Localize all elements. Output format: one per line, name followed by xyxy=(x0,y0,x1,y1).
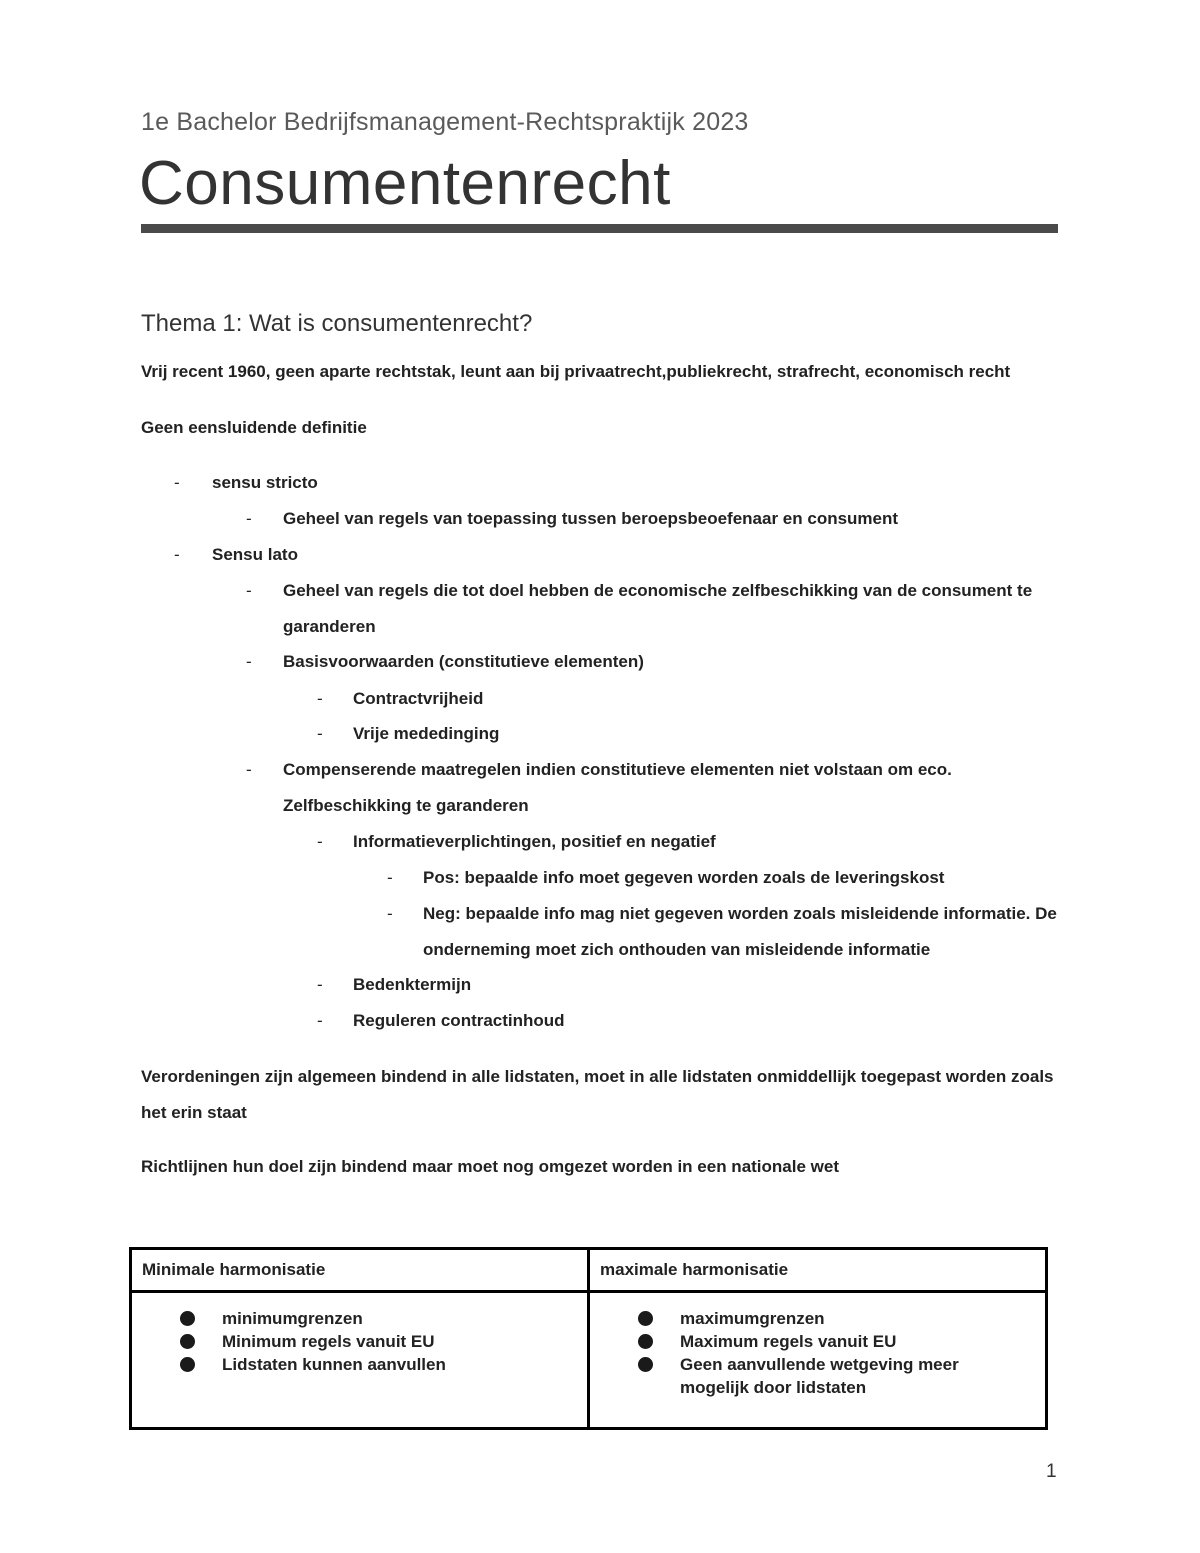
table-header-cell-maximal: maximale harmonisatie xyxy=(589,1249,1047,1292)
list-item: Neg: bepaalde info mag niet gegeven worden zoals misleidende informatie. De xyxy=(423,904,1057,923)
list-dash: - xyxy=(317,1011,323,1030)
page-number: 1 xyxy=(1046,1461,1057,1482)
section-heading: Thema 1: Wat is consumentenrecht? xyxy=(141,310,533,337)
title-underline xyxy=(141,224,1058,233)
table-header-cell-minimal: Minimale harmonisatie xyxy=(131,1249,589,1292)
bullet-icon xyxy=(180,1357,195,1372)
list-dash: - xyxy=(174,473,180,492)
list-item: Bedenktermijn xyxy=(353,975,472,994)
list-item-continuation: onderneming moet zich onthouden van misleidende informatie xyxy=(423,940,931,959)
document-subtitle: 1e Bachelor Bedrijfsmanagement-Rechtspraktijk 2023 xyxy=(141,108,749,136)
list-item xyxy=(638,1307,1025,1330)
list-item xyxy=(638,1330,1025,1353)
list-item xyxy=(638,1353,1025,1399)
table-header-row xyxy=(131,1249,1047,1292)
list-item: Basisvoorwaarden (constitutieve elementen) xyxy=(283,652,644,671)
list-item xyxy=(180,1307,577,1330)
intro-paragraph: Vrij recent 1960, geen aparte rechtstak, leunt aan bij privaatrecht,publiekrecht, strafrecht, economisch recht xyxy=(141,362,1011,381)
richtlijnen-paragraph: Richtlijnen hun doel zijn bindend maar moet nog omgezet worden in een nationale wet xyxy=(141,1157,839,1176)
list-dash: - xyxy=(317,689,323,708)
document-title: Consumentenrecht xyxy=(139,149,671,218)
bullet-icon xyxy=(638,1334,653,1349)
verordeningen-paragraph-continuation: het erin staat xyxy=(141,1103,247,1122)
list-dash: - xyxy=(246,581,252,600)
list-dash: - xyxy=(317,975,323,994)
table-cell-maximal xyxy=(589,1292,1047,1429)
harmonisation-table xyxy=(129,1247,1048,1430)
list-item-text: Maximum regels vanuit EU xyxy=(680,1332,897,1351)
list-item: Geheel van regels die tot doel hebben de economische zelfbeschikking van de consument te xyxy=(283,581,1033,600)
verordeningen-paragraph: Verordeningen zijn algemeen bindend in alle lidstaten, moet in alle lidstaten onmiddellijk toegepast worden zoals xyxy=(141,1067,1054,1086)
list-item: Informatieverplichtingen, positief en negatief xyxy=(353,832,716,851)
list-item: Vrije mededinging xyxy=(353,724,500,743)
list-dash: - xyxy=(174,545,180,564)
bullet-icon xyxy=(638,1311,653,1326)
list-item-text: maximumgrenzen xyxy=(680,1309,825,1328)
bullet-list xyxy=(600,1307,1035,1399)
list-item xyxy=(180,1353,577,1376)
list-dash: - xyxy=(387,868,393,887)
list-item: Geheel van regels van toepassing tussen beroepsbeoefenaar en consument xyxy=(283,509,899,528)
bullet-icon xyxy=(638,1357,653,1372)
list-item: Compenserende maatregelen indien constitutieve elementen niet volstaan om eco. xyxy=(283,760,952,779)
list-item-text: Minimum regels vanuit EU xyxy=(222,1332,435,1351)
list-item-continuation: garanderen xyxy=(283,617,376,636)
list-dash: - xyxy=(246,652,252,671)
table-row xyxy=(131,1292,1047,1429)
list-dash: - xyxy=(387,904,393,923)
list-dash: - xyxy=(246,509,252,528)
table-cell-minimal xyxy=(131,1292,589,1429)
list-item-text: Lidstaten kunnen aanvullen xyxy=(222,1355,446,1374)
list-item: Contractvrijheid xyxy=(353,689,484,708)
bullet-list xyxy=(142,1307,577,1376)
list-item-text: Geen aanvullende wetgeving meer mogelijk door lidstaten xyxy=(680,1355,959,1397)
list-item: Pos: bepaalde info moet gegeven worden zoals de leveringskost xyxy=(423,868,945,887)
list-dash: - xyxy=(317,724,323,743)
bullet-icon xyxy=(180,1334,195,1349)
list-dash: - xyxy=(246,760,252,779)
list-item-text: minimumgrenzen xyxy=(222,1309,363,1328)
list-item-continuation: Zelfbeschikking te garanderen xyxy=(283,796,529,815)
list-dash: - xyxy=(317,832,323,851)
list-item: Sensu lato xyxy=(212,545,298,564)
list-item xyxy=(180,1330,577,1353)
bullet-icon xyxy=(180,1311,195,1326)
definition-label: Geen eensluidende definitie xyxy=(141,418,367,437)
list-item: Reguleren contractinhoud xyxy=(353,1011,565,1030)
list-item: sensu stricto xyxy=(212,473,318,492)
